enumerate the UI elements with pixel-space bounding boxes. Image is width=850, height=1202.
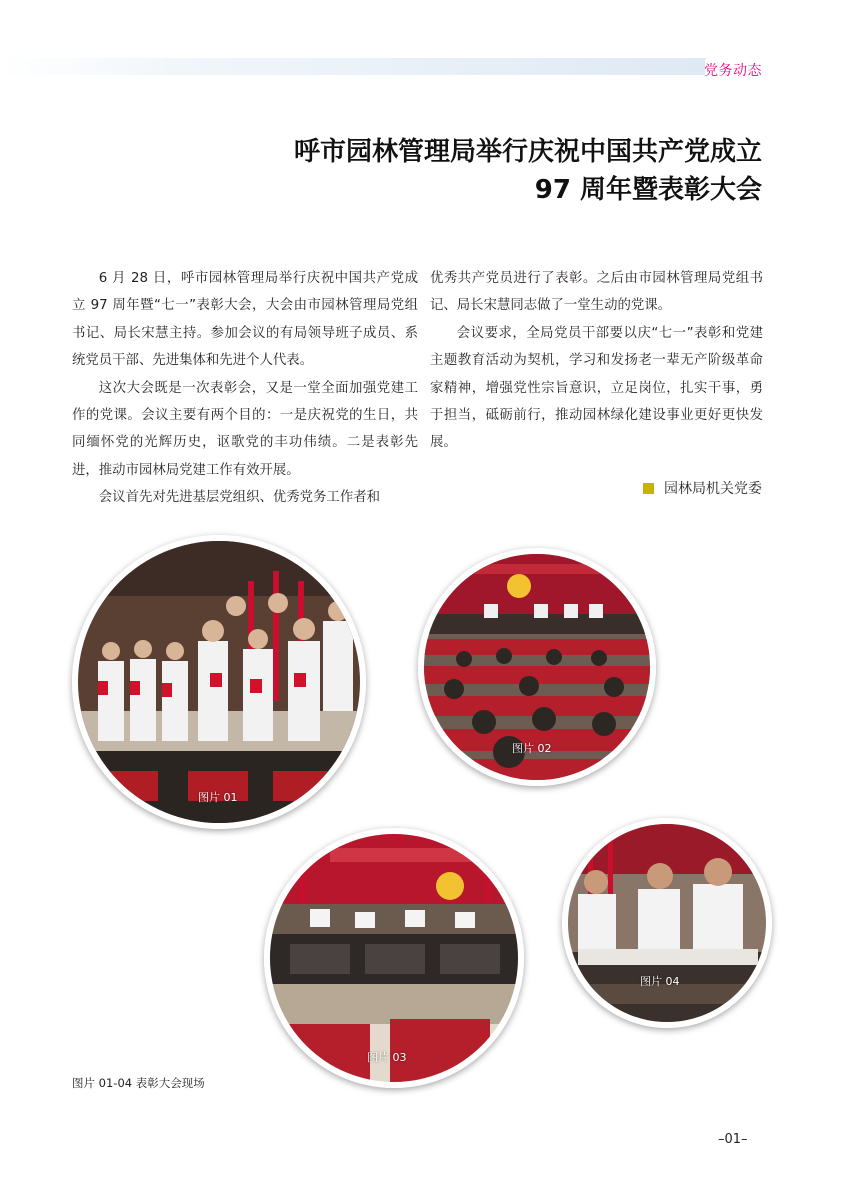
header-band xyxy=(0,58,705,75)
photo-04-label: 图片 04 xyxy=(640,975,680,988)
photo-04 xyxy=(562,818,772,1028)
photo-03-label: 图片 03 xyxy=(367,1051,407,1064)
paragraph: 会议首先对先进基层党组织、优秀党务工作者和 xyxy=(98,490,380,506)
title-line-2: 97 周年暨表彰大会 xyxy=(534,175,762,205)
paragraph: 这次大会既是一次表彰会，又是一堂全面加强党建工作的党课。会议主要有两个目的：一是庆祝党的生日，共同缅怀党的光辉历史，讴歌党的丰功伟绩。二是表彰先进，推动市园林局党建工作有效开展。 xyxy=(72,380,418,478)
title-line-1: 呼市园林管理局举行庆祝中国共产党成立 xyxy=(293,137,762,167)
byline-square-icon xyxy=(643,483,654,494)
paragraph: 会议要求，全局党员干部要以庆“七一”表彰和党建主题教育活动为契机，学习和发扬老一辈无产阶级革命家精神，增强党性宗旨意识，立足岗位，扎实干事，勇于担当，砥砺前行，推动园林绿化建设事业更好更快发展。 xyxy=(430,325,763,451)
byline-text: 园林局机关党委 xyxy=(664,481,762,497)
paragraph: 6 月 28 日，呼市园林管理局举行庆祝中国共产党成立 97 周年暨“七一”表彰大会，大会由市园林管理局党组书记、局长宋慧主持。参加会议的有局领导班子成员、系统党员干部、先进集体和先进个人代表。 xyxy=(72,271,418,369)
body-column-right xyxy=(430,265,763,457)
article-title xyxy=(294,133,762,209)
photo-02-label: 图片 02 xyxy=(512,742,552,755)
photo-01 xyxy=(72,535,366,829)
body-column-left xyxy=(72,265,418,512)
photo-caption: 图片 01-04 表彰大会现场 xyxy=(72,1076,205,1090)
photo-01-label: 图片 01 xyxy=(198,791,238,804)
page-number: –01– xyxy=(718,1132,748,1147)
byline xyxy=(643,478,762,498)
paragraph: 优秀共产党员进行了表彰。之后由市园林管理局党组书记、局长宋慧同志做了一堂生动的党课。 xyxy=(430,271,763,314)
section-tag: 党务动态 xyxy=(704,63,762,79)
